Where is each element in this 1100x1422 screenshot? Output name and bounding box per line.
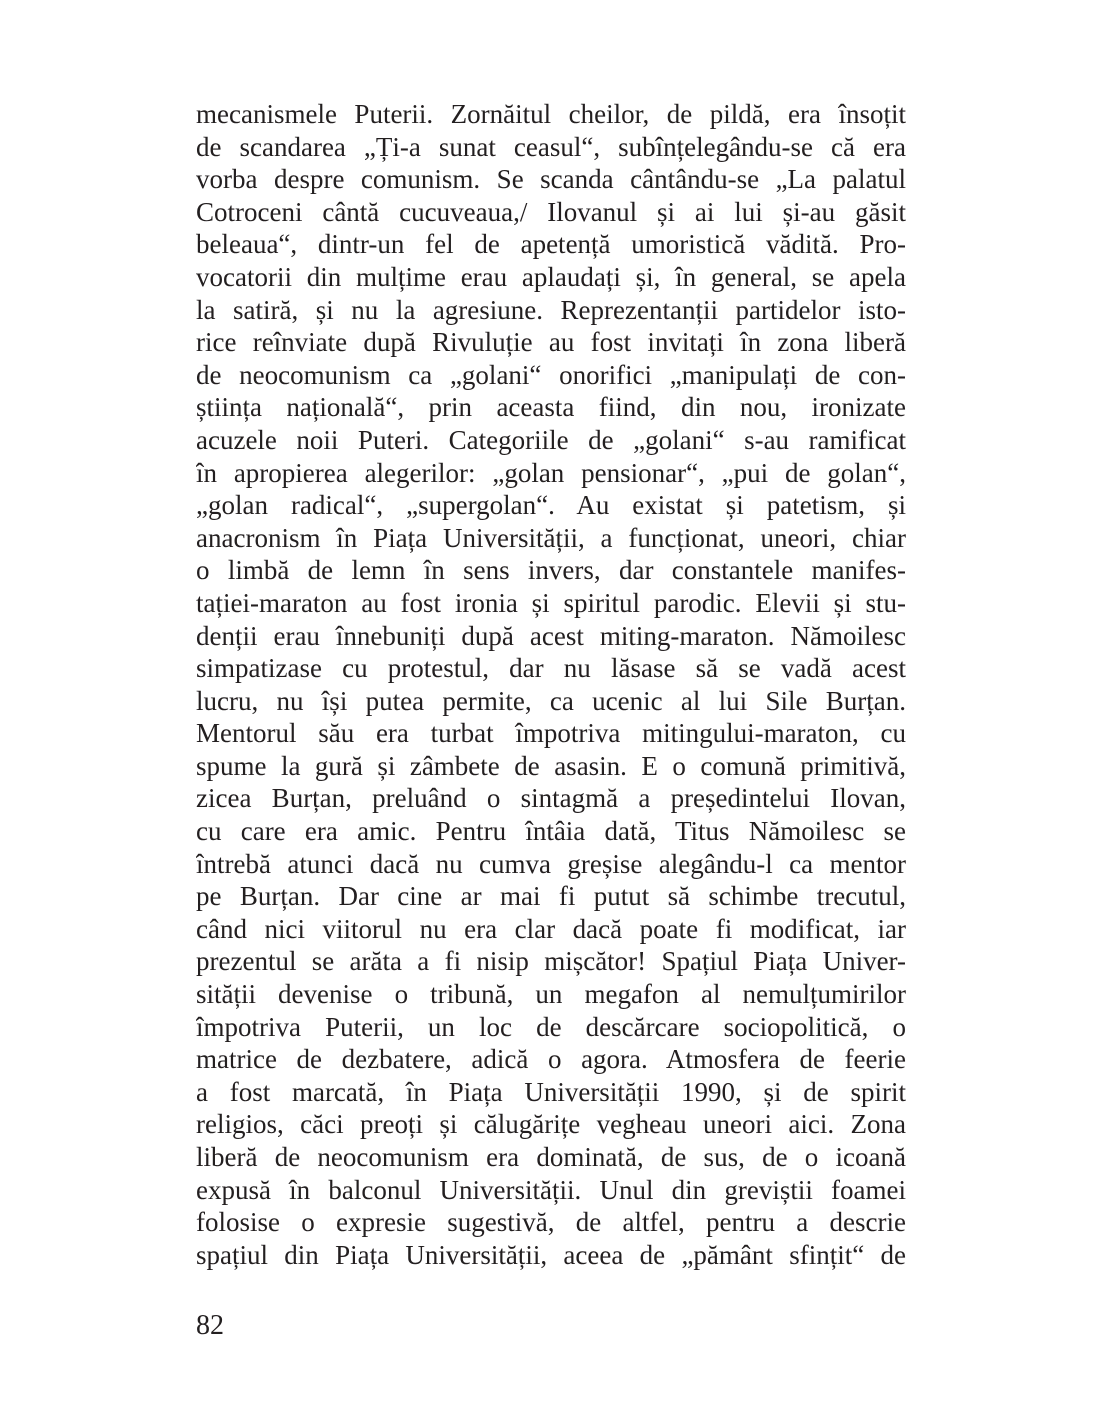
text-line: de neocomunism ca „golani“ onorifici „manipulați de con- (196, 359, 906, 390)
text-line: spume la gură și zâmbete de asasin. E o comună primitivă, (196, 750, 906, 781)
text-line: matrice de dezbatere, adică o agora. Atmosfera de feerie (196, 1044, 906, 1075)
text-line: denții erau înnebuniți după acest miting-maraton. Nămoilesc (196, 620, 906, 651)
text-line: de scandarea „Ți-a sunat ceasul“, subînțelegându-se că era (196, 131, 906, 162)
text-line: beleaua“, dintr-un fel de apetență umoristică vădită. Pro- (196, 229, 906, 260)
text-line: anacronism în Piața Universității, a funcționat, uneori, chiar (196, 522, 906, 553)
text-line: liberă de neocomunism era dominată, de sus, de o icoană (196, 1142, 906, 1172)
text-line: știința națională“, prin aceasta fiind, din nou, ironizate (196, 392, 906, 423)
text-line: prezentul se arăta a fi nisip mișcător! Spațiul Piața Univer- (196, 946, 906, 977)
text-line: Cotroceni cântă cucuveaua,/ Ilovanul și ai lui și-au găsit (196, 196, 906, 227)
text-line: o limbă de lemn în sens invers, dar constantele manifes- (196, 555, 906, 586)
text-line: vorba despre comunism. Se scanda cântându-se „La palatul (196, 164, 906, 195)
text-line: împotriva Puterii, un loc de descărcare sociopolitică, o (196, 1011, 906, 1042)
text-line: simpatizase cu protestul, dar nu lăsase să se vadă acest (196, 653, 906, 684)
text-line: tației-maraton au fost ironia și spiritul parodic. Elevii și stu- (196, 587, 906, 618)
text-line: lucru, nu își putea permite, ca ucenic al lui Sile Burțan. (196, 685, 906, 716)
text-line: Mentorul său era turbat împotriva mitingului-maraton, cu (196, 718, 906, 749)
text-line: sității devenise o tribună, un megafon al nemulțumirilor (196, 979, 906, 1010)
body-text (196, 98, 906, 1271)
text-line: la satiră, și nu la agresiune. Reprezentanții partidelor isto- (196, 294, 906, 325)
text-line: „golan radical“, „supergolan“. Au existat și patetism, și (196, 490, 906, 521)
text-line: vocatorii din mulțime erau aplaudați și, în general, se apela (196, 261, 906, 292)
text-line: cu care era amic. Pentru întâia dată, Titus Nămoilesc se (196, 816, 906, 847)
text-line: pe Burțan. Dar cine ar mai fi putut să schimbe trecutul, (196, 881, 906, 912)
text-line: a fost marcată, în Piața Universității 1990, și de spirit (196, 1076, 906, 1107)
text-line: în apropierea alegerilor: „golan pensionar“, „pui de golan“, (196, 457, 906, 488)
text-line: spațiul din Piața Universității, aceea de „pământ sfințit“ de (196, 1239, 906, 1270)
text-line: zicea Burțan, preluând o sintagmă a președintelui Ilovan, (196, 783, 906, 814)
text-line: rice reînviate după Rivuluție au fost invitați în zona liberă (196, 327, 906, 358)
text-line: religios, căci preoți și călugărițe vegheau uneori aici. Zona (196, 1109, 906, 1140)
page-number: 82 (196, 1310, 224, 1341)
text-line: întrebă atunci dacă nu cumva greșise alegându-l ca mentor (196, 848, 906, 879)
text-line: mecanismele Puterii. Zornăitul cheilor, de pildă, era însoțit (196, 99, 906, 129)
text-line: când nici viitorul nu era clar dacă poate fi modificat, iar (196, 913, 906, 944)
text-line: expusă în balconul Universității. Unul din greviștii foamei (196, 1174, 906, 1205)
text-line: folosise o expresie sugestivă, de altfel, pentru a descrie (196, 1207, 906, 1238)
text-line: acuzele noii Puteri. Categoriile de „golani“ s-au ramificat (196, 424, 906, 455)
